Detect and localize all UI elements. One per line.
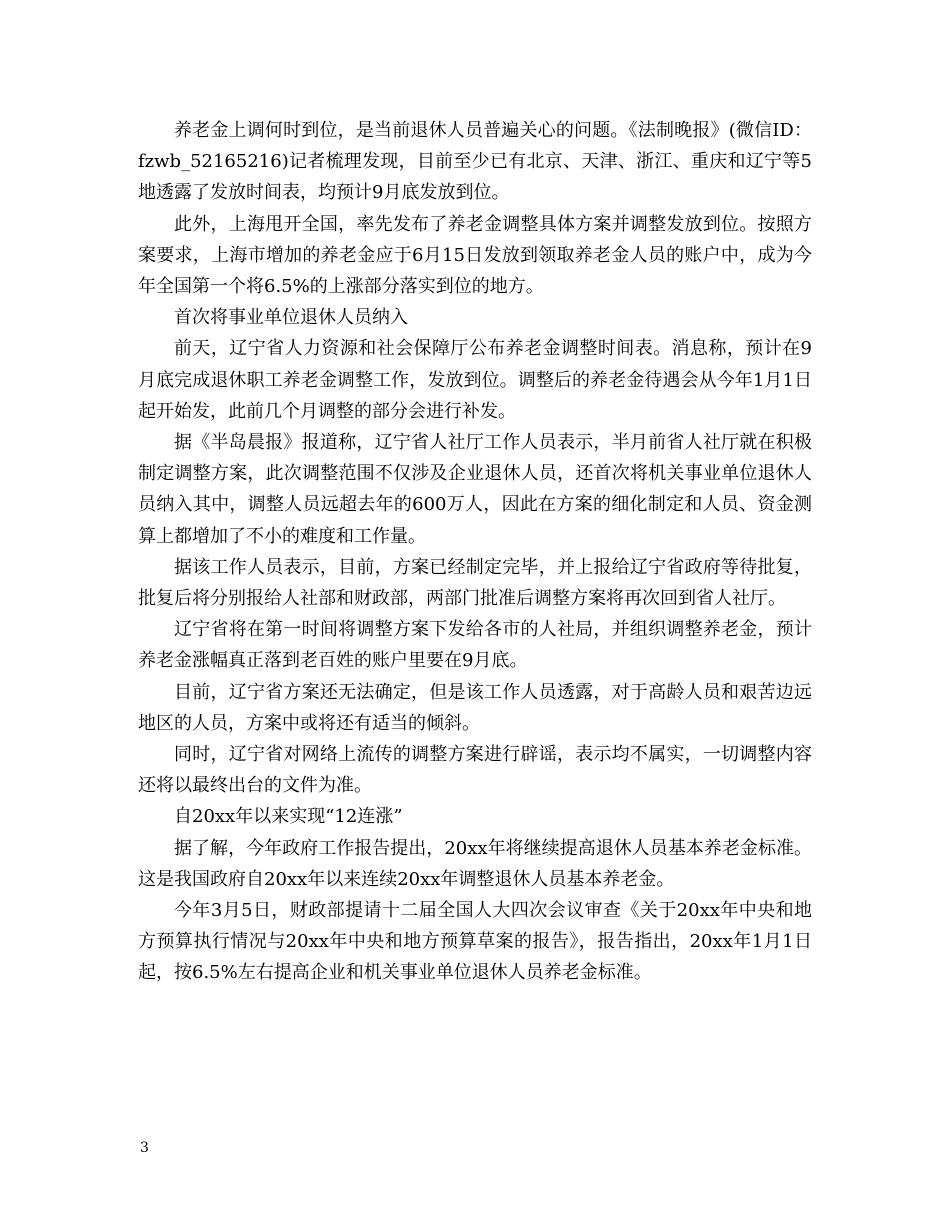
paragraph-liaoning-schedule: 前天，辽宁省人力资源和社会保障厅公布养老金调整时间表。消息称，预计在9月底完成退休职工养老金调整工作，发放到位。调整后的养老金待遇会从今年1月1日起开始发，此前几个月调整的部分会进行补发。: [138, 338, 812, 422]
paragraph-rumor-refutation: 同时，辽宁省对网络上流传的调整方案进行辟谣，表示均不属实，一切调整内容还将以最终出台的文件为准。: [138, 744, 812, 797]
paragraph-distribution: 辽宁省将在第一时间将调整方案下发给各市的人社局，并组织调整养老金，预计养老金涨幅真正落到老百姓的账户里要在9月底。: [138, 619, 812, 672]
section-heading-12-increases: 自20xx年以来实现“12连涨”: [174, 806, 403, 828]
paragraph-approval-process: 据该工作人员表示，目前，方案已经制定完毕，并上报给辽宁省政府等待批复，批复后将分别报给人社部和财政部，两部门批准后调整方案将再次回到省人社厅。: [138, 556, 812, 610]
document-body: [138, 115, 812, 989]
paragraph-bandao-report: 据《半岛晨报》报道称，辽宁省人社厅工作人员表示，半月前省人社厅就在积极制定调整方案，此次调整范围不仅涉及企业退休人员，还首次将机关事业单位退休人员纳入其中，调整人员远超去年的600万人，因此在方案的细化制定和人员、资金测算上都增加了不小的难度和工作量。: [138, 432, 812, 547]
paragraph-budget-report: 今年3月5日，财政部提请十二届全国人大四次会议审查《关于20xx年中央和地方预算执行情况与20xx年中央和地方预算草案的报告》，报告指出，20xx年1月1日起，按6.5%左右提高企业和机关事业单位退休人员养老金标准。: [138, 900, 812, 984]
section-heading-institution-retirees: 首次将事业单位退休人员纳入: [174, 307, 408, 329]
paragraph-preferential-policy: 目前，辽宁省方案还无法确定，但是该工作人员透露，对于高龄人员和艰苦边远地区的人员，方案中或将还有适当的倾斜。: [138, 681, 812, 734]
paragraph-shanghai: 此外，上海甩开全国，率先发布了养老金调整具体方案并调整发放到位。按照方案要求，上海市增加的养老金应于6月15日发放到领取养老金人员的账户中，成为今年全国第一个将6.5%的上涨部分落实到位的地方。: [138, 213, 812, 298]
paragraph-government-report: 据了解，今年政府工作报告提出，20xx年将继续提高退休人员基本养老金标准。这是我国政府自20xx年以来连续20xx年调整退休人员基本养老金。: [138, 837, 812, 890]
paragraph-intro: 养老金上调何时到位，是当前退休人员普遍关心的问题。《法制晚报》(微信ID：fzwb_52165216)记者梳理发现，目前至少已有北京、天津、浙江、重庆和辽宁等5地透露了发放时间表，均预计9月底发放到位。: [138, 120, 812, 204]
page-number: 3: [140, 1140, 149, 1156]
